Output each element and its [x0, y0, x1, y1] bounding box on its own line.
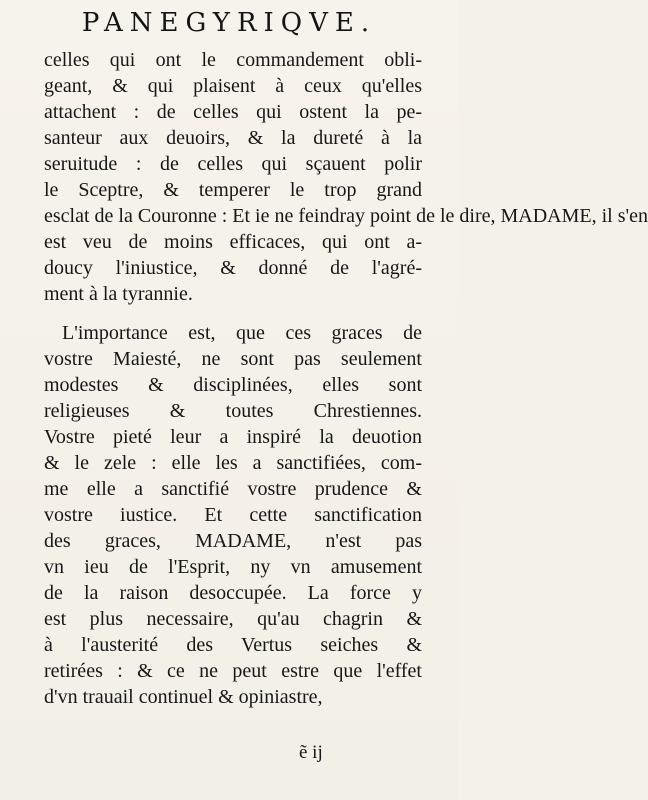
- text-line: modestes & disciplinées, elles sont: [44, 374, 422, 396]
- text-line: à l'austerité des Vertus seiches &: [44, 634, 422, 656]
- text-line: santeur aux deuoirs, & la dureté à la: [44, 127, 422, 149]
- text-line: attachent : de celles qui ostent la pe-: [44, 101, 422, 123]
- text-line: est plus necessaire, qu'au chagrin &: [44, 608, 422, 630]
- text-line: vn ieu de l'Esprit, ny vn amusement: [44, 556, 422, 578]
- text-line: vostre Maiesté, ne sont pas seulement: [44, 348, 422, 370]
- text-line: ment à la tyrannie.: [44, 283, 193, 305]
- text-line: d'vn trauail continuel & opiniastre,: [44, 686, 323, 708]
- text-line: est veu de moins efficaces, qui ont a-: [44, 231, 422, 253]
- text-line: esclat de la Couronne : Et ie ne feindray point de le dire, MADAME, il s'en: [44, 205, 648, 227]
- text-line: Vostre pieté leur a inspiré la deuotion: [44, 426, 422, 448]
- text-line: seruitude : de celles qui sçauent polir: [44, 153, 422, 175]
- signature-mark: ẽ ij: [299, 742, 323, 763]
- text-line: retirées : & ce ne peut estre que l'effet: [44, 660, 422, 682]
- text-line: L'importance est, que ces graces de: [62, 322, 422, 344]
- text-line: me elle a sanctifié vostre prudence &: [44, 478, 422, 500]
- text-line: geant, & qui plaisent à ceux qu'elles: [44, 75, 422, 97]
- running-head: PANEGYRIQVE.: [81, 8, 377, 38]
- text-line: le Sceptre, & temperer le trop grand: [44, 179, 422, 201]
- text-line: de la raison desoccupée. La force y: [44, 582, 422, 604]
- text-line: des graces, MADAME, n'est pas: [44, 530, 422, 552]
- text-line: vostre iustice. Et cette sanctification: [44, 504, 422, 526]
- text-line: & le zele : elle les a sanctifiées, com-: [44, 452, 422, 474]
- text-line: celles qui ont le commandement obli-: [44, 49, 422, 71]
- text-line: religieuses & toutes Chrestiennes.: [44, 400, 422, 422]
- paragraph-1: [44, 47, 648, 307]
- paragraph-2: [44, 320, 422, 710]
- text-line: doucy l'iniustice, & donné de l'agré-: [44, 257, 422, 279]
